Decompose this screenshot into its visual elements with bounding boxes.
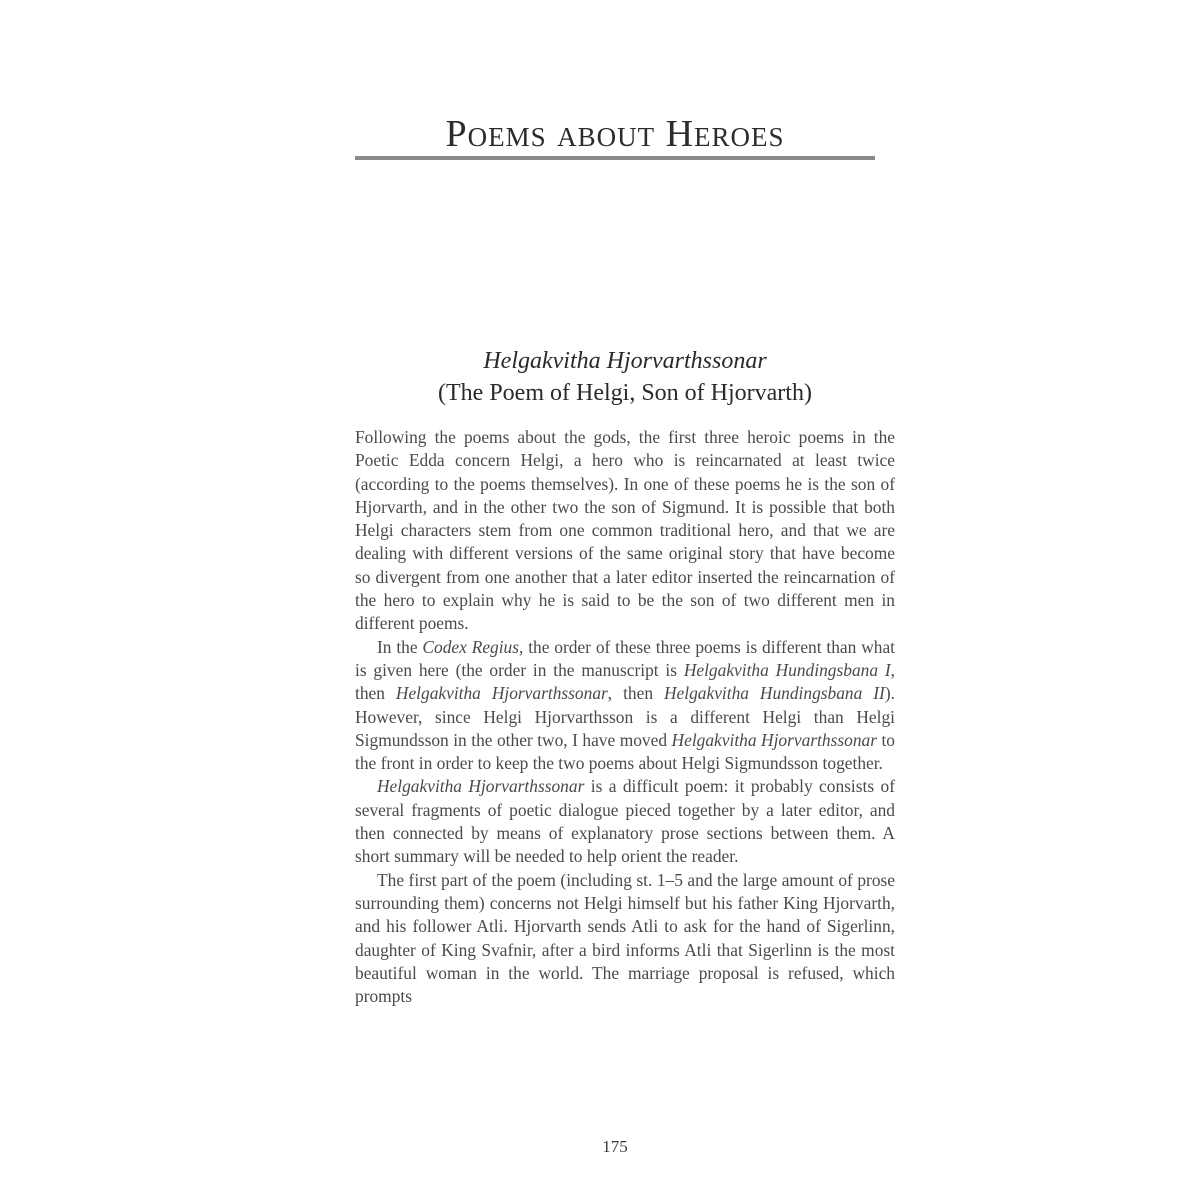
poem-native-title: Helgakvitha Hjorvarthssonar <box>483 348 767 374</box>
poem-english-title: (The Poem of Helgi, Son of Hjorvarth) <box>438 380 812 406</box>
poem-ref-hundingsbana-2: Helgakvitha Hundingsbana II <box>663 683 885 704</box>
paragraph-2-text-b: , the order of these three poems is different than what is given here (the order in the manuscript is <box>355 636 895 680</box>
paragraph-3-text: is a difficult poem: it probably consists of several fragments of poetic dialogue pieced together by a later editor, and then connected by means of explanatory prose sections between them. A short summary will be needed to help orient the reader. <box>355 776 895 867</box>
poem-ref-hjorvarthssonar-2: Helgakvitha Hjorvarthssonar <box>671 729 877 750</box>
codex-regius-title: Codex Regius <box>422 636 520 657</box>
paragraph-2-text-a: In the <box>377 636 423 657</box>
paragraph-1: Following the poems about the gods, the first three heroic poems in the Poetic Edda concern Helgi, a hero who is reincarnated at least twice (according to the poems themselves). In one of these poems he is the son of Hjorvarth, and in the other two the son of Sigmund. It is possible that both Helgi characters stem from one common traditional hero, and that we are dealing with different versions of the same original story that have become so divergent from one another that a later editor inserted the reincarnation of the hero to explain why he is said to be the son of two different men in different poems. <box>355 427 895 634</box>
paragraph-2-text-d: , then <box>607 683 664 704</box>
paragraph-2-text-c: , then <box>355 659 895 704</box>
poem-ref-hjorvarthssonar-3: Helgakvitha Hjorvarthssonar <box>377 776 585 797</box>
paragraph-2-text-f: to the front in order to keep the two poems about Helgi Sigmundsson together. <box>355 729 895 774</box>
paragraph-2 <box>355 636 895 776</box>
poem-title <box>355 345 895 409</box>
poem-ref-hjorvarthssonar: Helgakvitha Hjorvarthssonar <box>395 683 608 704</box>
chapter-title-rule <box>355 156 875 160</box>
page-number: 175 <box>602 1137 628 1156</box>
paragraph-4: The first part of the poem (including st. 1–5 and the large amount of prose surrounding them) concerns not Helgi himself but his father King Hjorvarth, and his follower Atli. Hjorvarth sends Atli to ask for the hand of Sigerlinn, daughter of King Svafnir, after a bird informs Atli that Sigerlinn is the most beautiful woman in the world. The marriage proposal is refused, which prompts <box>355 869 895 1007</box>
chapter-title: Poems about Heroes <box>445 113 785 155</box>
paragraph-2-text-e: ). However, since Helgi Hjorvarthsson is a different Helgi than Helgi Sigmundsson in the other two, I have moved <box>355 683 895 750</box>
paragraph-3 <box>355 775 895 868</box>
poem-ref-hundingsbana-1: Helgakvitha Hundingsbana I <box>683 659 891 680</box>
body-text <box>355 426 895 1008</box>
